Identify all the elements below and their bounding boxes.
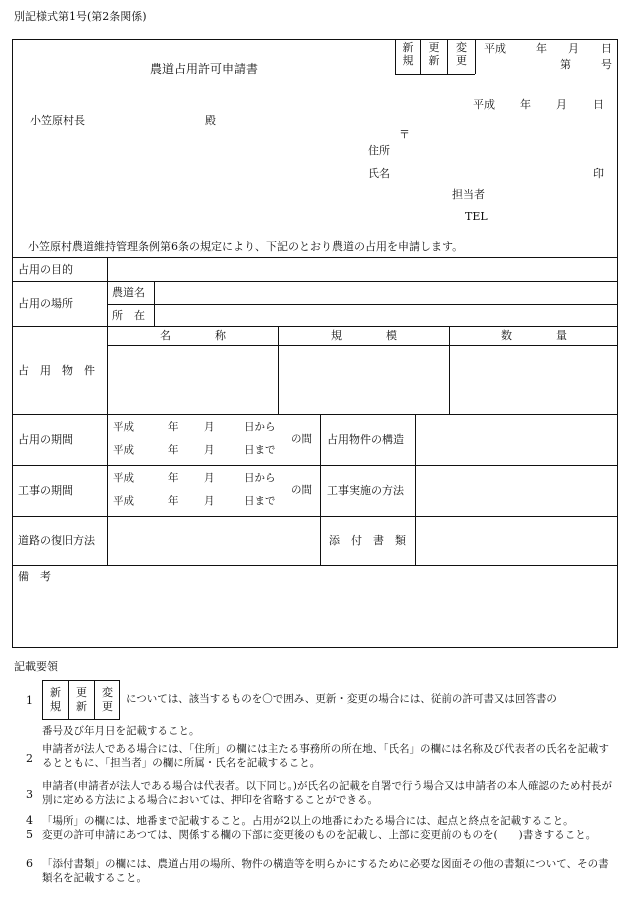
- instruction-text: 申請者(申請者が法人である場合は代表者。以下同じ。)が氏名の記載を自署で行う場合又は申請者の本人確認のため村長が別に定める方法による場合においては、押印を省略することができる。: [42, 780, 612, 806]
- form-caption: 別記様式第1号(第2条関係): [14, 10, 147, 23]
- work-method-label: 工事実施の方法: [327, 484, 404, 497]
- statement: 小笠原村農道維持管理条例第6条の規定により、下記のとおり農道の占用を申請します。: [28, 240, 464, 253]
- location-label: 所 在: [112, 309, 145, 322]
- kind-change: 変 更: [456, 41, 467, 67]
- contact-label: 担当者: [452, 188, 485, 201]
- occ-between: の間: [291, 433, 312, 445]
- receipt-month: 月: [568, 42, 579, 55]
- occ-to-era: 平成: [113, 444, 134, 456]
- obj-col-name: 名 称: [160, 329, 226, 342]
- work-to-month: 月: [204, 495, 215, 507]
- instruction-num: 5: [26, 828, 33, 841]
- date-day: 日: [593, 98, 604, 111]
- kind-renew: 更 新: [428, 41, 440, 67]
- work-to-era: 平成: [113, 495, 134, 507]
- address-label: 住所: [368, 144, 390, 157]
- occ-to-day: 日まで: [244, 444, 276, 456]
- form-title: 農道占用許可申請書: [150, 62, 259, 76]
- work-between: の間: [291, 484, 312, 496]
- addressee-honorific: 殿: [205, 114, 216, 127]
- seal-mark: 印: [593, 167, 604, 180]
- date-month: 月: [556, 98, 567, 111]
- work-from-year: 年: [168, 472, 179, 484]
- attachments-label: 添 付 書 類: [329, 534, 406, 547]
- occ-from-era: 平成: [113, 421, 134, 433]
- instruction-num: 3: [26, 788, 33, 801]
- restoration-label: 道路の復旧方法: [18, 534, 95, 547]
- purpose-label: 占用の目的: [18, 263, 73, 276]
- work-to-day: 日まで: [244, 495, 276, 507]
- occ-to-year: 年: [168, 444, 179, 456]
- date-era: 平成: [473, 98, 495, 111]
- work-from-era: 平成: [113, 472, 134, 484]
- receipt-day: 日: [601, 42, 612, 55]
- receipt-go: 号: [601, 58, 612, 71]
- road-name-label: 農道名: [112, 286, 145, 299]
- structure-label: 占用物件の構造: [327, 433, 404, 446]
- obj-col-qty: 数 量: [501, 329, 567, 342]
- instructions-title: 記載要領: [14, 660, 58, 673]
- form-frame: [12, 39, 618, 648]
- place-label: 占用の場所: [18, 297, 73, 310]
- inline-kind-change: 変 更: [102, 686, 113, 713]
- instruction-num: 2: [26, 752, 33, 765]
- kind-new: 新 規: [402, 41, 414, 67]
- work-from-month: 月: [204, 472, 215, 484]
- addressee-name: 小笠原村長: [30, 114, 85, 127]
- instruction-num: 6: [26, 857, 33, 870]
- instruction-text: 「場所」の欄には、地番まで記載すること。占用が2以上の地番にわたる場合には、起点と終点を記載すること。: [42, 815, 574, 827]
- occ-from-month: 月: [204, 421, 215, 433]
- occ-to-month: 月: [204, 444, 215, 456]
- instruction-text: 「添付書類」の欄には、農道占用の場所、物件の構造等を明らかにするために必要な図面その他の書類について、その書類名を記載すること。: [42, 858, 609, 884]
- occ-from-year: 年: [168, 421, 179, 433]
- instruction-num: 4: [26, 814, 33, 827]
- instruction-text: 変更の許可申請にあつては、関係する欄の下部に変更後のものを記載し、上部に変更前のものを( )書きすること。: [42, 829, 597, 841]
- objects-label: 占 用 物 件: [18, 364, 95, 377]
- inline-kind-renew: 更 新: [76, 686, 87, 713]
- work-period-label: 工事の期間: [18, 484, 73, 497]
- work-from-day: 日から: [244, 472, 276, 484]
- work-to-year: 年: [168, 495, 179, 507]
- obj-col-scale: 規 模: [331, 329, 397, 342]
- instruction-text: 申請者が法人である場合には、「住所」の欄には主たる事務所の所在地、「氏名」の欄には名称及び代表者の氏名を記載するとともに、「担当者」の欄に所属・氏名を記載すること。: [42, 743, 609, 769]
- receipt-dai: 第: [560, 58, 571, 71]
- name-label: 氏名: [368, 167, 390, 180]
- occ-from-day: 日から: [244, 421, 276, 433]
- tel-label: TEL: [465, 210, 488, 223]
- occ-period-label: 占用の期間: [18, 433, 73, 446]
- instruction-num: 1: [26, 694, 33, 707]
- receipt-year: 年: [536, 42, 547, 55]
- instruction-text: については、該当するものを〇で囲み、更新・変更の場合には、従前の許可書又は回答書の: [126, 693, 557, 705]
- date-year: 年: [520, 98, 531, 111]
- receipt-era: 平成: [484, 42, 506, 55]
- postal-mark: 〒: [399, 128, 410, 141]
- remarks-label: 備 考: [18, 570, 51, 583]
- instruction-text-cont: 番号及び年月日を記載すること。: [42, 725, 200, 737]
- inline-kind-new: 新 規: [50, 686, 61, 713]
